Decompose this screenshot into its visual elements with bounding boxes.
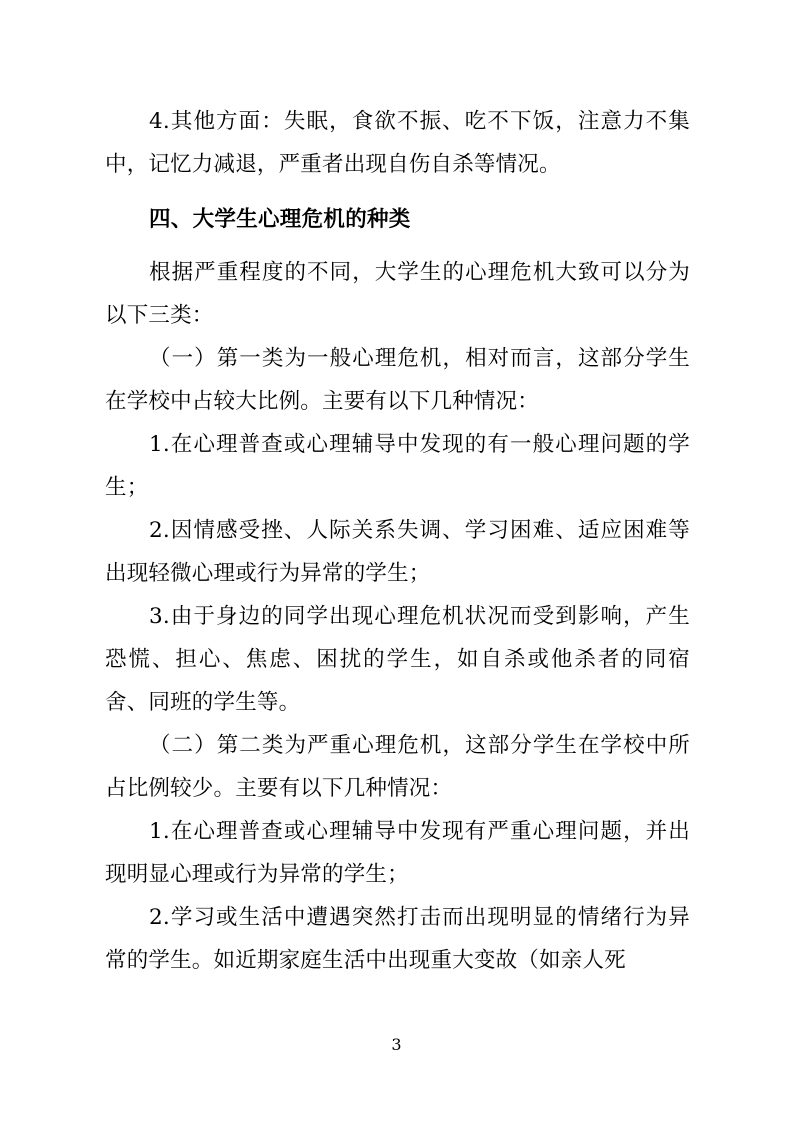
document-body bbox=[105, 100, 690, 982]
section-heading-crisis-types: 四、大学生心理危机的种类 bbox=[149, 207, 411, 232]
paragraph-type-one-item-3: 3.由于身边的同学出现心理危机状况而受到影响，产生恐慌、担心、焦虑、困扰的学生，如自杀或他杀者的同宿舍、同班的学生等。 bbox=[105, 604, 690, 715]
paragraph-type-one-item-2: 2.因情感受挫、人际关系失调、学习困难、适应困难等出现轻微心理或行为异常的学生； bbox=[105, 518, 690, 586]
page-number: 3 bbox=[391, 1035, 402, 1054]
paragraph-type-two-item-1: 1.在心理普查或心理辅导中发现有严重心理问题，并出现明显心理或行为异常的学生； bbox=[105, 819, 690, 887]
paragraph-type-two-item-2: 2.学习或生活中遭遇突然打击而出现明显的情绪行为异常的学生。如近期家庭生活中出现重大变故（如亲人死 bbox=[105, 905, 690, 973]
paragraph-type-two: （二）第二类为严重心理危机，这部分学生在学校中所占比例较少。主要有以下几种情况： bbox=[105, 733, 690, 801]
paragraph-type-one-item-1: 1.在心理普查或心理辅导中发现的有一般心理问题的学生； bbox=[105, 432, 690, 500]
paragraph-other-symptoms: 4.其他方面：失眠，食欲不振、吃不下饭，注意力不集中，记忆力减退，严重者出现自伤自杀等情况。 bbox=[105, 109, 690, 177]
paragraph-intro-three-types: 根据严重程度的不同，大学生的心理危机大致可以分为以下三类： bbox=[105, 260, 690, 328]
paragraph-type-one: （一）第一类为一般心理危机，相对而言，这部分学生在学校中占较大比例。主要有以下几种情况： bbox=[105, 346, 690, 414]
